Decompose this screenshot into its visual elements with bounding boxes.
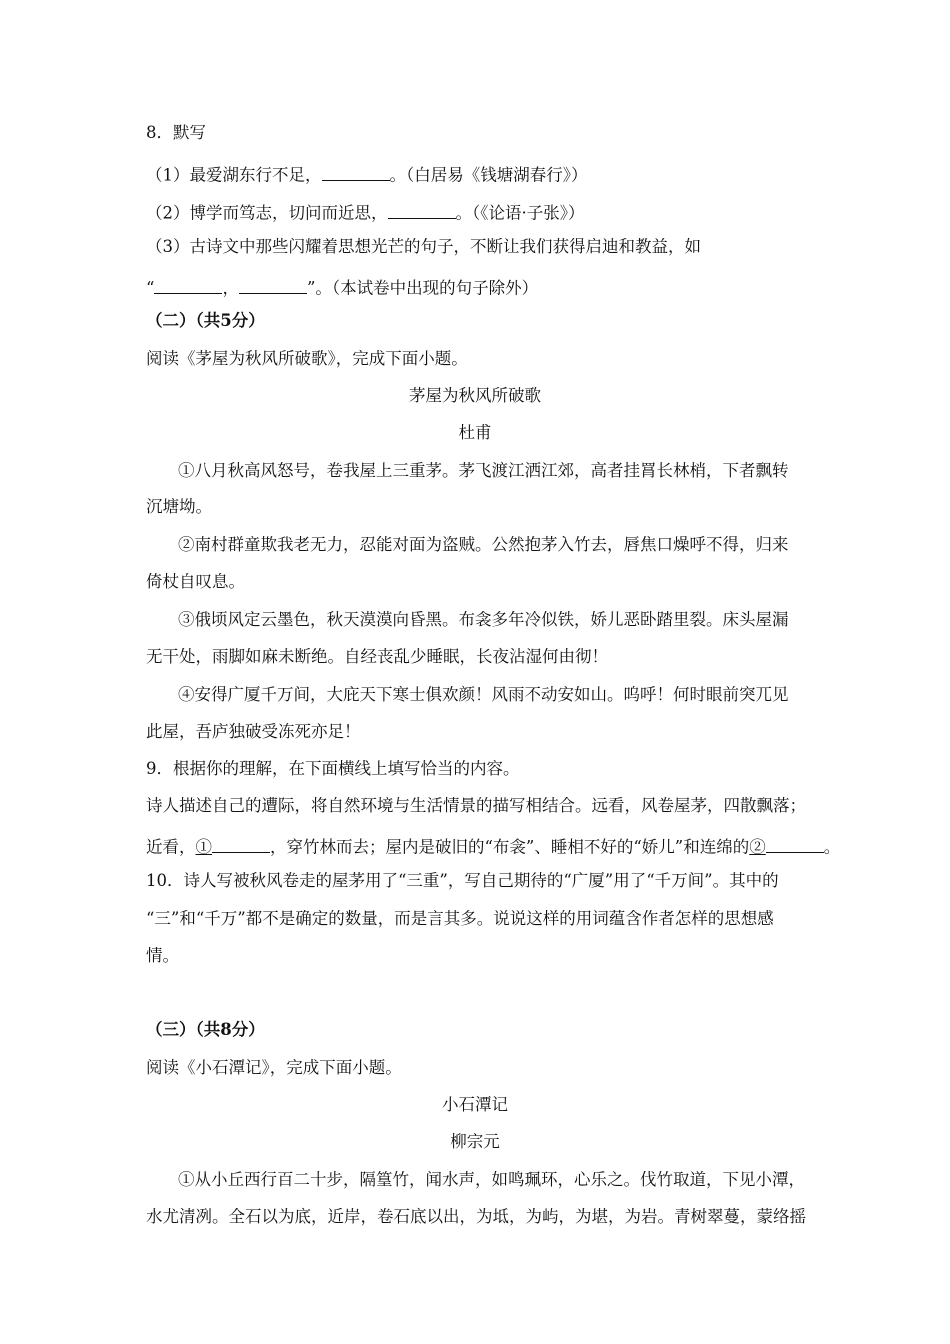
q8-item2-text-a: （2）博学而笃志，切问而近思， <box>146 203 388 223</box>
prose-title: 小石潭记 <box>442 1095 508 1114</box>
q8-item-1 <box>146 163 588 184</box>
q8-item3-comma: ， <box>222 278 239 298</box>
q10-line3: 情。 <box>146 946 179 965</box>
poem-p1-line2: 沉塘坳。 <box>146 497 212 516</box>
q8-item3-blank-2[interactable] <box>239 276 307 294</box>
q9-line2-text-b: ，穿竹林而去；屋内是破旧的“布衾”、睡相不好的“娇儿”和连绵的 <box>270 837 750 857</box>
section3-intro: 阅读《小石潭记》，完成下面小题。 <box>146 1058 402 1077</box>
poem-p4-line2: 此屋，吾庐独破受冻死亦足！ <box>146 722 361 741</box>
q8-item2-text-b: 。（《论语·子张》） <box>455 203 585 223</box>
prose-p1-line2: 水尤清冽。全石以为底，近岸，卷石底以出，为坻，为屿，为堪，为岩。青树翠蔓，蒙络摇 <box>146 1207 806 1226</box>
prose-author: 柳宗元 <box>450 1132 500 1151</box>
poem-p2-line2: 倚杖自叹息。 <box>146 572 245 591</box>
poem-p4-line1: ④安得广厦千万间，大庇天下寒士俱欢颜！风雨不动安如山。呜呼！何时眼前突兀见 <box>178 685 789 704</box>
q9-mark-2: ② <box>749 837 766 857</box>
q8-item-3-line1: （3）古诗文中那些闪耀着思想光芒的句子，不断让我们获得启迪和教益，如 <box>146 237 701 256</box>
q8-item1-text-b: 。（白居易《钱塘湖春行》） <box>389 165 588 185</box>
poem-p2-line1: ②南村群童欺我老无力，忍能对面为盗贼。公然抱茅入竹去，唇焦口燥呼不得，归来 <box>178 535 789 554</box>
q8-item-2 <box>146 201 585 222</box>
q8-title: 8．默写 <box>146 123 206 142</box>
q8-item2-blank[interactable] <box>388 201 456 219</box>
q9-blank-1[interactable] <box>212 835 270 853</box>
q9-mark-1: ① <box>195 837 212 857</box>
q8-item1-text-a: （1）最爱湖东行不足， <box>146 165 322 185</box>
q9-blank-2[interactable] <box>766 835 824 853</box>
q10-line1: 10．诗人写被秋风卷走的屋茅用了“三重”，写自己期待的“广厦”用了“千万间”。其中的 <box>146 871 779 890</box>
q10-line2: “三”和“千万”都不是确定的数量，而是言其多。说说这样的用词蕴含作者怎样的思想感 <box>146 909 774 928</box>
q9-line2-text-c: 。 <box>823 837 841 857</box>
q9-line2-text-a: 近看， <box>146 837 196 857</box>
section2-header: （二）（共5分） <box>146 311 265 330</box>
q9-title: 9．根据你的理解，在下面横线上填写恰当的内容。 <box>146 759 520 778</box>
q9-line2 <box>146 835 840 856</box>
q8-item-3-line2 <box>146 276 538 297</box>
section3-header: （三）（共8分） <box>146 1020 265 1039</box>
poem-p3-line2: 无干处，雨脚如麻未断绝。自经丧乱少睡眠，长夜沾湿何由彻！ <box>146 647 608 666</box>
poem-p1-line1: ①八月秋高风怒号，卷我屋上三重茅。茅飞渡江洒江郊，高者挂罥长林梢，下者飘转 <box>178 461 789 480</box>
section2-intro: 阅读《茅屋为秋风所破歌》，完成下面小题。 <box>146 349 468 368</box>
poem-p3-line1: ③俄顷风定云墨色，秋天漠漠向昏黑。布衾多年冷似铁，娇儿恶卧踏里裂。床头屋漏 <box>178 610 789 629</box>
q9-line1: 诗人描述自己的遭际，将自然环境与生活情景的描写相结合。远看，风卷屋茅，四散飘落； <box>146 796 806 815</box>
q8-item3-open-quote: “ <box>146 278 155 298</box>
poem-title: 茅屋为秋风所破歌 <box>409 386 541 405</box>
q8-item3-blank-1[interactable] <box>154 276 222 294</box>
q8-item1-blank[interactable] <box>322 163 390 181</box>
q8-item3-close: ”。（本试卷中出现的句子除外） <box>306 278 539 298</box>
poem-author: 杜甫 <box>458 423 492 442</box>
prose-p1-line1: ①从小丘西行百二十步，隔篁竹，闻水声，如鸣珮环，心乐之。伐竹取道，下见小潭， <box>178 1170 805 1189</box>
